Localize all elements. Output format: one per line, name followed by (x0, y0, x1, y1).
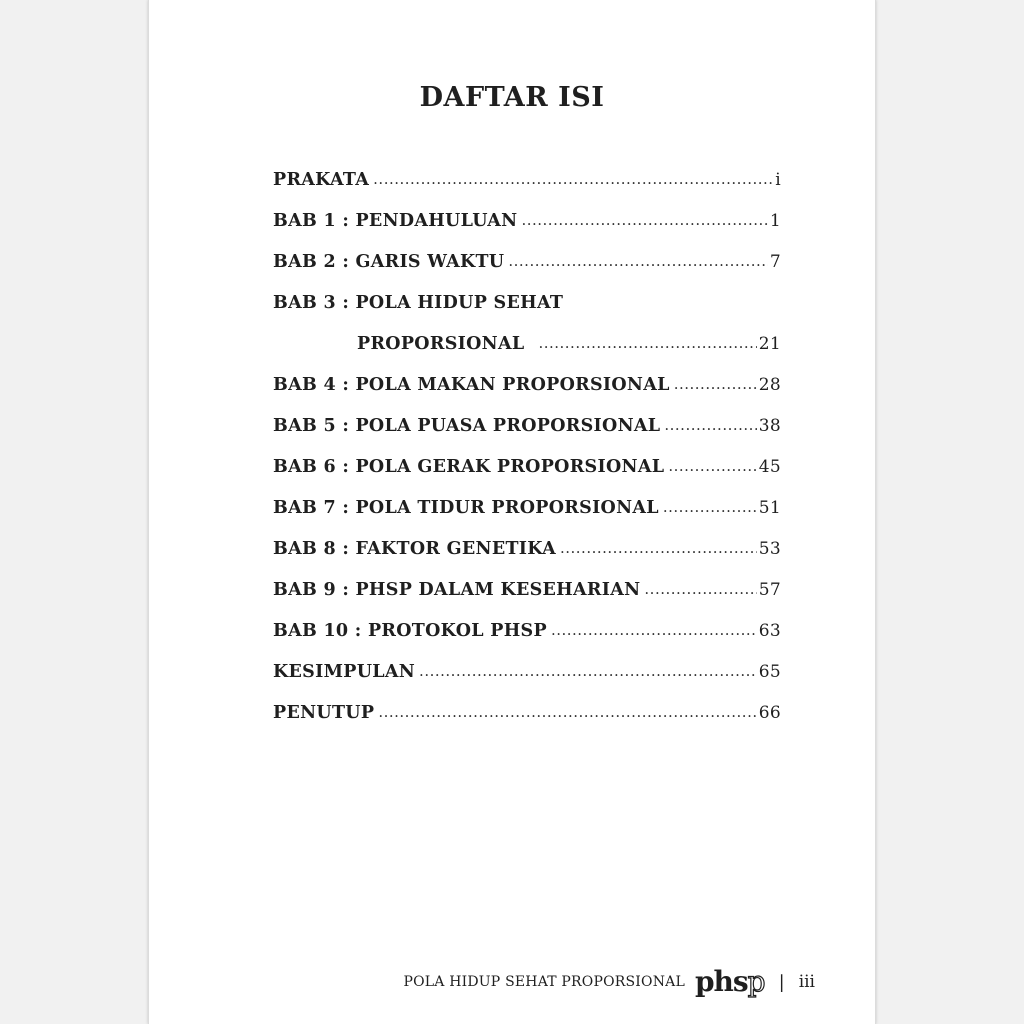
toc-entry-page: 38 (758, 416, 781, 436)
toc-entry-page: i (775, 170, 781, 190)
toc-entry-bab-3-continued[interactable] (273, 334, 781, 375)
toc-entry-page: 53 (758, 539, 781, 559)
footer-separator: | (778, 971, 785, 993)
toc-entry-bab-2[interactable] (273, 252, 781, 293)
toc-dot-leader (663, 498, 757, 516)
toc-entry-page: 28 (758, 375, 781, 395)
table-of-contents (273, 170, 781, 744)
toc-entry-label: BAB 8 : FAKTOR GENETIKA (273, 539, 556, 559)
toc-entry-bab-4[interactable] (273, 375, 781, 416)
toc-entry-page: 65 (758, 662, 781, 682)
toc-dot-leader (373, 170, 773, 188)
toc-entry-bab-7[interactable] (273, 498, 781, 539)
toc-entry-prakata[interactable] (273, 170, 781, 211)
toc-entry-page: 21 (758, 334, 781, 354)
toc-entry-label: BAB 6 : POLA GERAK PROPORSIONAL (273, 457, 665, 477)
toc-dot-leader (378, 703, 756, 721)
toc-entry-page: 7 (769, 252, 781, 272)
toc-dot-leader (551, 621, 757, 639)
footer-page-number: iii (798, 972, 815, 992)
toc-entry-label: BAB 9 : PHSP DALAM KESEHARIAN (273, 580, 641, 600)
toc-dot-leader (560, 539, 757, 557)
phsp-logo (694, 965, 765, 998)
toc-entry-penutup[interactable] (273, 703, 781, 744)
toc-entry-bab-8[interactable] (273, 539, 781, 580)
toc-entry-label: BAB 5 : POLA PUASA PROPORSIONAL (273, 416, 661, 436)
logo-outline-part: p (747, 965, 765, 998)
footer-book-title: POLA HIDUP SEHAT PROPORSIONAL (403, 974, 685, 990)
toc-dot-leader (668, 457, 756, 475)
toc-dot-leader (644, 580, 756, 598)
toc-entry-page: 66 (758, 703, 781, 723)
page-footer (403, 965, 815, 998)
toc-entry-bab-9[interactable] (273, 580, 781, 621)
toc-entry-page: 51 (758, 498, 781, 518)
toc-entry-bab-6[interactable] (273, 457, 781, 498)
toc-entry-label: BAB 7 : POLA TIDUR PROPORSIONAL (273, 498, 659, 518)
document-page (148, 0, 876, 1024)
toc-dot-leader (419, 662, 757, 680)
toc-entry-label: BAB 3 : POLA HIDUP SEHAT (273, 293, 564, 313)
toc-entry-page: 63 (758, 621, 781, 641)
toc-entry-page: 57 (758, 580, 781, 600)
toc-entry-page: 45 (758, 457, 781, 477)
toc-dot-leader (538, 334, 756, 352)
logo-solid-part: phs (694, 965, 748, 998)
toc-entry-label: BAB 2 : GARIS WAKTU (273, 252, 505, 272)
toc-entry-label: BAB 10 : PROTOKOL PHSP (273, 621, 547, 641)
toc-entry-label-continued: PROPORSIONAL (357, 334, 525, 354)
toc-dot-leader (664, 416, 756, 434)
toc-entry-bab-1[interactable] (273, 211, 781, 252)
toc-entry-label: PENUTUP (273, 703, 375, 723)
toc-entry-bab-3[interactable] (273, 293, 781, 334)
toc-dot-leader (521, 211, 767, 229)
toc-entry-label: PRAKATA (273, 170, 370, 190)
toc-entry-label: BAB 4 : POLA MAKAN PROPORSIONAL (273, 375, 670, 395)
toc-entry-label: KESIMPULAN (273, 662, 416, 682)
toc-entry-bab-5[interactable] (273, 416, 781, 457)
toc-entry-page: 1 (769, 211, 781, 231)
toc-dot-leader (508, 252, 768, 270)
toc-entry-bab-10[interactable] (273, 621, 781, 662)
toc-dot-leader (674, 375, 757, 393)
toc-entry-kesimpulan[interactable] (273, 662, 781, 703)
page-title: DAFTAR ISI (419, 82, 605, 113)
toc-entry-label: BAB 1 : PENDAHULUAN (273, 211, 518, 231)
